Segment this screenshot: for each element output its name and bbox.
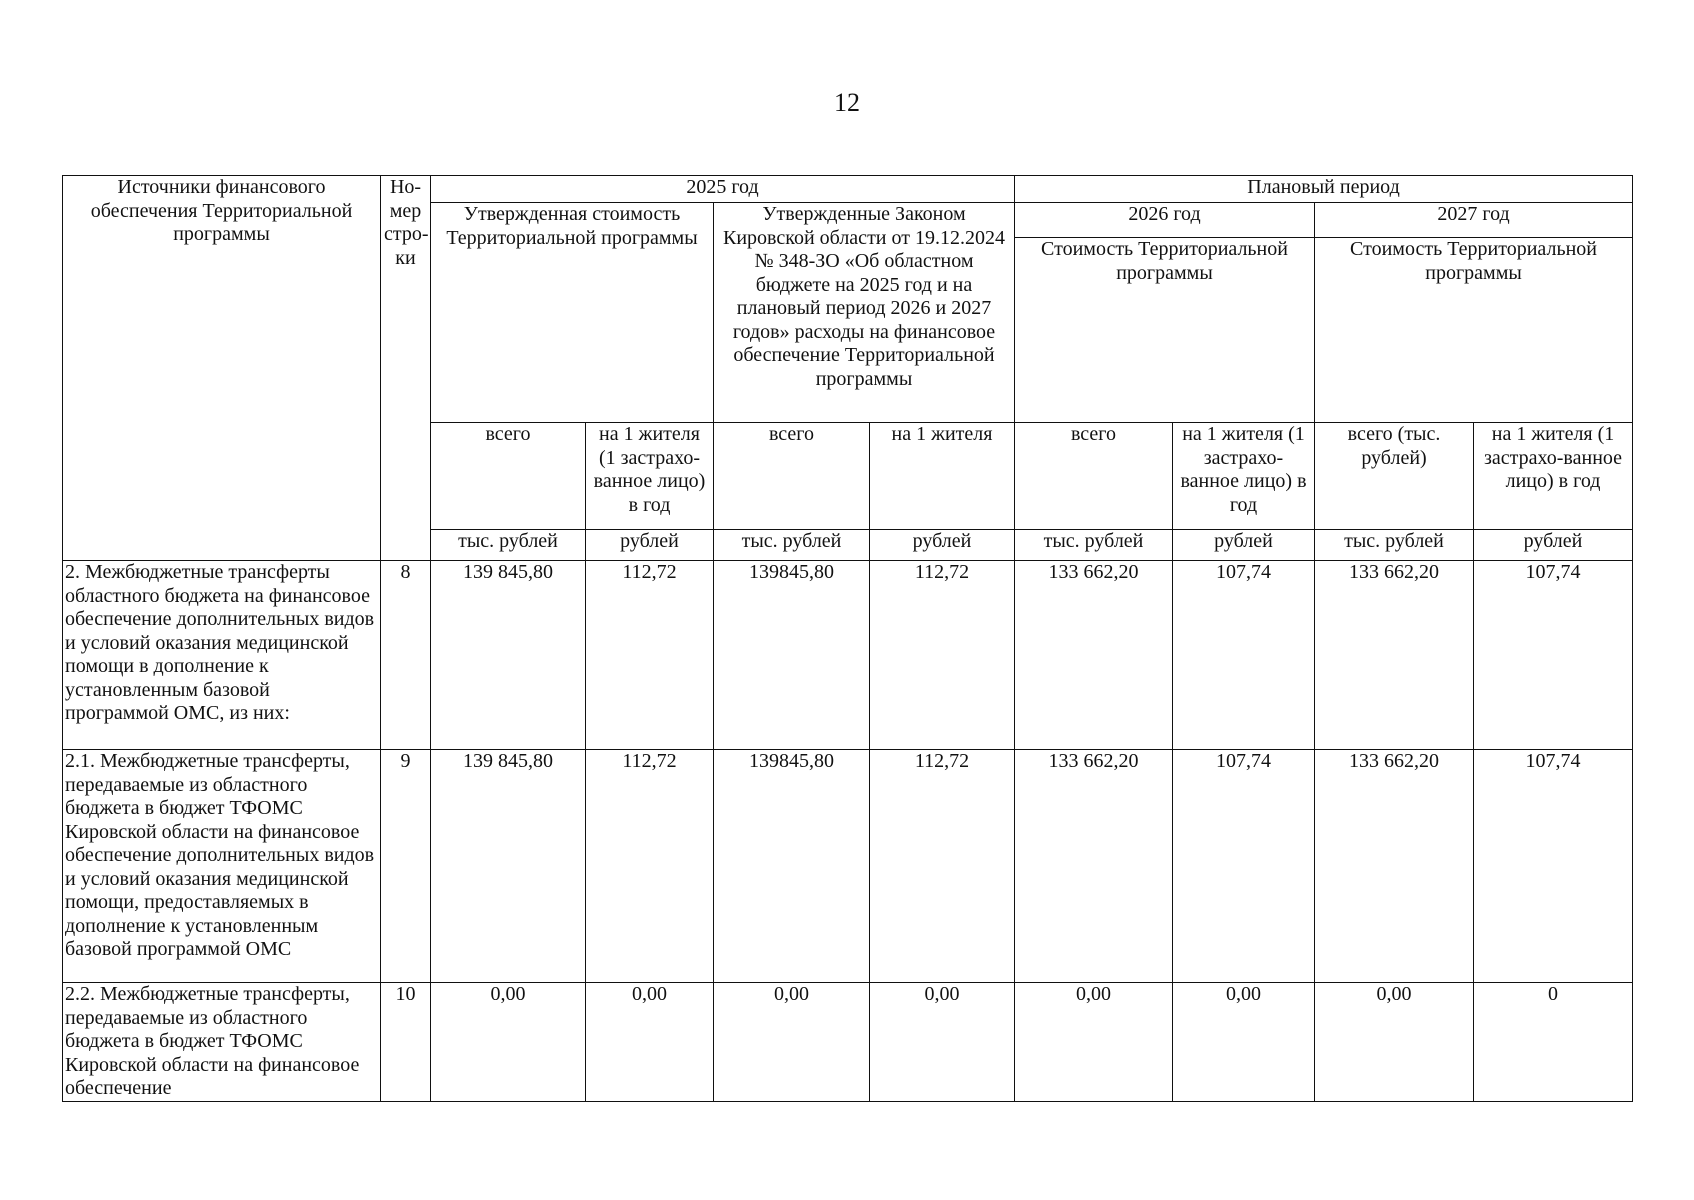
row-number-cell: 10 <box>381 983 431 1102</box>
table-row <box>63 983 1633 1102</box>
row-number-cell: 9 <box>381 750 431 983</box>
header-row-number-cell: Но-мер стро-ки <box>381 176 431 561</box>
unit-cell: тыс. рублей <box>714 530 870 561</box>
page-number: 12 <box>834 88 860 117</box>
subheader-per-capita-2025: на 1 жителя (1 застрахо-ванное лицо) в год <box>586 423 714 530</box>
value-cell: 107,74 <box>1173 750 1315 983</box>
unit-cell: рублей <box>586 530 714 561</box>
subheader-total-2027: всего (тыс. рублей) <box>1315 423 1474 530</box>
value-cell: 112,72 <box>586 750 714 983</box>
subheader-per-capita-2027: на 1 жителя (1 застрахо-ванное лицо) в год <box>1474 423 1633 530</box>
value-cell: 139845,80 <box>714 750 870 983</box>
financing-table <box>62 175 1633 1102</box>
header-cost-2027: Стоимость Территориальной программы <box>1315 238 1633 423</box>
header-year-2025: 2025 год <box>431 176 1015 203</box>
subheader-total-2025: всего <box>431 423 586 530</box>
source-cell: 2. Межбюджетные трансферты областного бюджета на финансовое обеспечение дополнительных видов и условий оказания медицинской помощи в дополнение к установленным базовой программой ОМС, из них: <box>63 561 381 750</box>
header-approved-law: Утвержденные Законом Кировской области от 19.12.2024 № 348-ЗО «Об областном бюджете на 2025 год и на плановый период 2026 и 2027 годов» расходы на финансовое обеспечение Территориальной программы <box>714 203 1015 423</box>
source-cell: 2.2. Межбюджетные трансферты, передаваемые из областного бюджета в бюджет ТФОМС Кировской области на финансовое обеспечение <box>63 983 381 1102</box>
value-cell: 0,00 <box>586 983 714 1102</box>
value-cell: 133 662,20 <box>1015 561 1173 750</box>
value-cell: 107,74 <box>1474 561 1633 750</box>
source-cell: 2.1. Межбюджетные трансферты, передаваемые из областного бюджета в бюджет ТФОМС Кировской области на финансовое обеспечение дополнительных видов и условий оказания медицинской помощи, предоставляемых в дополнение к установленным базовой программой ОМС <box>63 750 381 983</box>
value-cell: 133 662,20 <box>1315 561 1474 750</box>
unit-cell: рублей <box>1173 530 1315 561</box>
unit-cell: тыс. рублей <box>1315 530 1474 561</box>
unit-cell: рублей <box>1474 530 1633 561</box>
value-cell: 139845,80 <box>714 561 870 750</box>
value-cell: 139 845,80 <box>431 750 586 983</box>
row-number-cell: 8 <box>381 561 431 750</box>
value-cell: 107,74 <box>1173 561 1315 750</box>
value-cell: 0,00 <box>1173 983 1315 1102</box>
value-cell: 0 <box>1474 983 1633 1102</box>
value-cell: 0,00 <box>1315 983 1474 1102</box>
header-year-2027: 2027 год <box>1315 203 1633 238</box>
header-cost-2026: Стоимость Территориальной программы <box>1015 238 1315 423</box>
header-source-cell: Источники финансового обеспечения Территориальной программы <box>63 176 381 561</box>
value-cell: 0,00 <box>431 983 586 1102</box>
subheader-per-capita-law: на 1 жителя <box>870 423 1015 530</box>
header-row-1 <box>63 176 1633 203</box>
value-cell: 112,72 <box>586 561 714 750</box>
header-planned-period: Плановый период <box>1015 176 1633 203</box>
value-cell: 139 845,80 <box>431 561 586 750</box>
subheader-total-2026: всего <box>1015 423 1173 530</box>
value-cell: 0,00 <box>1015 983 1173 1102</box>
table-row <box>63 750 1633 983</box>
value-cell: 133 662,20 <box>1315 750 1474 983</box>
subheader-total-law: всего <box>714 423 870 530</box>
unit-cell: рублей <box>870 530 1015 561</box>
table-row <box>63 561 1633 750</box>
value-cell: 0,00 <box>870 983 1015 1102</box>
value-cell: 107,74 <box>1474 750 1633 983</box>
header-approved-cost: Утвержденная стоимость Территориальной программы <box>431 203 714 423</box>
value-cell: 112,72 <box>870 561 1015 750</box>
value-cell: 0,00 <box>714 983 870 1102</box>
header-year-2026: 2026 год <box>1015 203 1315 238</box>
value-cell: 133 662,20 <box>1015 750 1173 983</box>
unit-cell: тыс. рублей <box>1015 530 1173 561</box>
subheader-per-capita-2026: на 1 жителя (1 застрахо-ванное лицо) в год <box>1173 423 1315 530</box>
value-cell: 112,72 <box>870 750 1015 983</box>
unit-cell: тыс. рублей <box>431 530 586 561</box>
